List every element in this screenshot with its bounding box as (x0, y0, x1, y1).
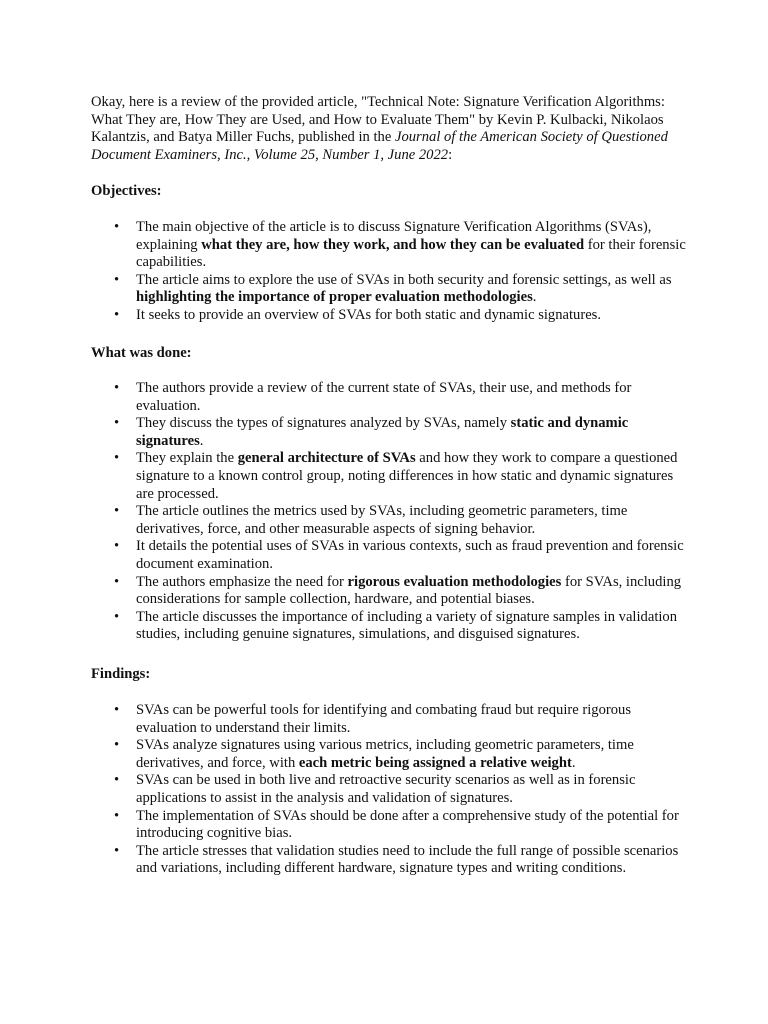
objectives-heading: Objectives: (91, 183, 162, 199)
list-item: • SVAs can be used in both live and retroactive security scenarios as well as in forensic applications to assist in the analysis and validation of signatures. (91, 772, 691, 807)
what-was-done-heading: What was done: (91, 345, 192, 361)
intro-colon: : (448, 146, 453, 163)
what-was-done-list (91, 380, 691, 644)
list-item: • It details the potential uses of SVAs in various contexts, such as fraud prevention and forensic document examination. (91, 538, 691, 573)
findings-heading: Findings: (91, 666, 151, 682)
list-item: • It seeks to provide an overview of SVAs for both static and dynamic signatures. (91, 307, 691, 325)
list-item: • They discuss the types of signatures analyzed by SVAs, namely static and dynamic signatures. (91, 415, 691, 450)
intro-text: Okay, here is a review of the provided article, "Technical Note: Signature Verification Algorithms: What They are, How They are Used, and How to Evaluate Them" by Kevin P. Kulbacki, Nikolaos Kalantzis, and Batya Miller Fuchs, published in the (91, 94, 665, 146)
list-item: • They explain the general architecture of SVAs and how they work to compare a questioned signature to a known control group, noting differences in how static and dynamic signatures are processed. (91, 450, 691, 503)
list-item: • The authors provide a review of the current state of SVAs, their use, and methods for evaluation. (91, 380, 691, 415)
list-item: • The article outlines the metrics used by SVAs, including geometric parameters, time derivatives, force, and other measurable aspects of signing behavior. (91, 503, 691, 538)
list-item: • The article stresses that validation studies need to include the full range of possible scenarios and variations, including different hardware, signature types and writing conditions. (91, 843, 691, 878)
journal-citation: Journal of the American Society of Questioned Document Examiners, Inc., Volume 25, Number 1, June 2022 (91, 129, 668, 163)
list-item: • The article discusses the importance of including a variety of signature samples in validation studies, including genuine signatures, simulations, and disguised signatures. (91, 609, 691, 644)
list-item: • The authors emphasize the need for rigorous evaluation methodologies for SVAs, including considerations for sample collection, hardware, and potential biases. (91, 574, 691, 609)
objectives-list (91, 219, 691, 325)
list-item: • The article aims to explore the use of SVAs in both security and forensic settings, as well as highlighting the importance of proper evaluation methodologies. (91, 272, 691, 307)
findings-list (91, 702, 691, 878)
list-item: • The implementation of SVAs should be done after a comprehensive study of the potential for introducing cognitive bias. (91, 808, 691, 843)
list-item: • The main objective of the article is to discuss Signature Verification Algorithms (SVAs), explaining what they are, how they work, and how they can be evaluated for their forensic capabilities. (91, 219, 691, 272)
list-item: • SVAs analyze signatures using various metrics, including geometric parameters, time derivatives, and force, with each metric being assigned a relative weight. (91, 737, 691, 772)
intro-paragraph (91, 94, 691, 164)
list-item: • SVAs can be powerful tools for identifying and combating fraud but require rigorous evaluation to understand their limits. (91, 702, 691, 737)
